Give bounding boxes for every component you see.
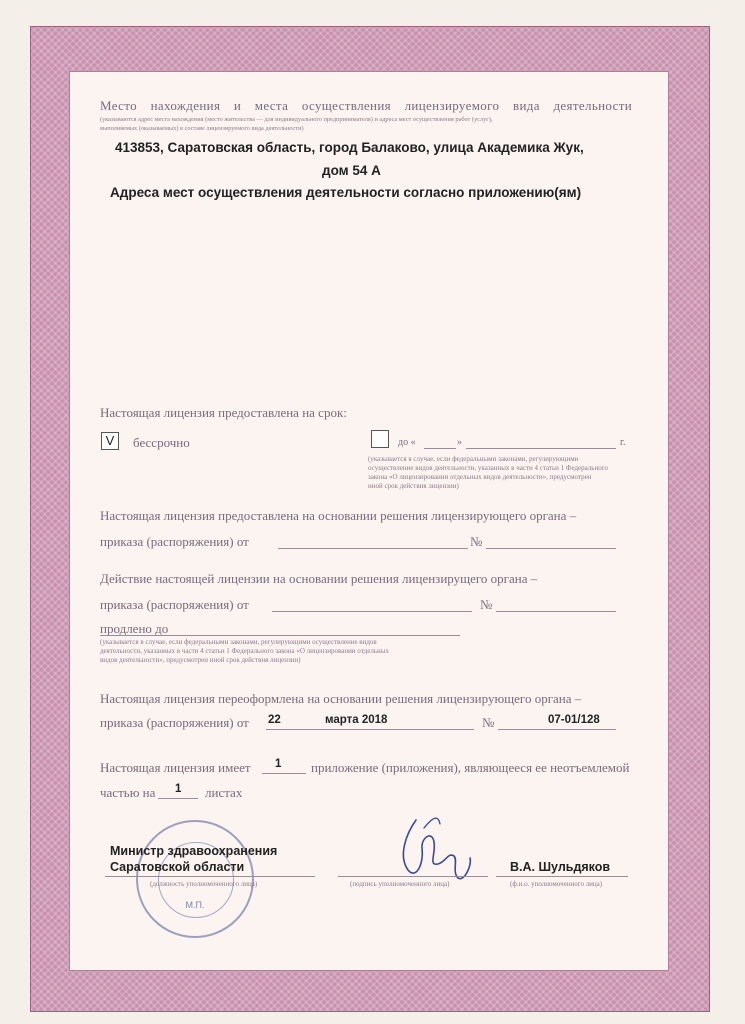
extension-line1: Действие настоящей лицензии на основании решения лицензирущего органа – xyxy=(100,571,538,586)
location-heading: Место нахождения и места осуществления лицензируемого вида деятельности xyxy=(100,98,633,113)
appendix-sheets: 1 xyxy=(175,783,182,795)
extension-number-line xyxy=(496,611,616,612)
reissue-line2: приказа (распоряжения) от xyxy=(100,715,249,730)
extended-to-line xyxy=(100,635,460,636)
position-caption: (должность уполномоченного лица) xyxy=(150,880,258,888)
reissue-day: 22 xyxy=(268,714,281,726)
appendix-addresses: Адреса мест осуществления деятельности согласно приложению(ям) xyxy=(110,185,582,200)
reissue-number-sign: № xyxy=(482,715,495,730)
term-note-line1: (указывается в случае, если федеральными законами, регулирующими xyxy=(368,455,579,463)
reissue-number: 07-01/128 xyxy=(548,714,600,726)
appendix-prefix: Настоящая лицензия имеет xyxy=(100,760,251,775)
basis-number-sign: № xyxy=(470,534,483,549)
basis-date-line xyxy=(278,548,468,549)
basis-number-line xyxy=(486,548,616,549)
reissue-line1: Настоящая лицензия переоформлена на основании решения лицензирующего органа – xyxy=(100,691,582,706)
appendix-sheets-line xyxy=(158,798,198,799)
extension-line2: приказа (распоряжения) от xyxy=(100,597,249,612)
reissue-month-year: марта 2018 xyxy=(325,714,388,726)
address-line2: дом 54 А xyxy=(322,163,381,178)
extension-number-sign: № xyxy=(480,597,493,612)
reissue-number-line xyxy=(498,729,616,730)
perpetual-label: бессрочно xyxy=(133,435,190,450)
signatory-org-line1: Министр здравоохранения xyxy=(110,844,278,858)
term-note-line4: иной срок действия лицензии) xyxy=(368,482,459,490)
term-note-line2: осуществление видов деятельности, указанных в части 4 статьи 1 Федерального xyxy=(368,464,608,472)
perpetual-checkbox[interactable] xyxy=(101,432,119,450)
appendix-part-suffix: листах xyxy=(205,785,243,800)
extension-note-line3: видов деятельности», предусмотрен иной срок действия лицензии) xyxy=(100,656,301,664)
year-suffix: г. xyxy=(620,437,626,448)
perpetual-check-mark: V xyxy=(105,433,115,448)
signature-caption: (подпись уполномоченного лица) xyxy=(350,880,450,888)
until-label: до « xyxy=(398,437,416,448)
position-line xyxy=(105,876,315,877)
address-line1: 413853, Саратовская область, город Балаково, улица Академика Жук, xyxy=(115,140,584,155)
until-close-quote: » xyxy=(457,437,462,448)
signature-line xyxy=(338,876,488,877)
until-month-line xyxy=(466,448,616,449)
extension-date-line xyxy=(272,611,472,612)
location-note-line1: (указываются адрес места нахождения (место жительства — для индивидуального предпринимателя) и адреса мест осуществления работ (услуг), xyxy=(100,116,493,123)
until-day-line xyxy=(424,448,456,449)
name-line xyxy=(496,876,628,877)
term-heading: Настоящая лицензия предоставлена на срок: xyxy=(100,405,347,420)
reissue-date-line xyxy=(266,729,474,730)
term-date-checkbox[interactable] xyxy=(371,430,389,448)
signatory-org-line2: Саратовской области xyxy=(110,860,245,874)
basis-line1: Настоящая лицензия предоставлена на основании решения лицензирующего органа – xyxy=(100,508,577,523)
extended-to-label: продлено до xyxy=(100,621,169,636)
term-note-line3: закона «О лицензировании отдельных видов деятельности», предусмотрен xyxy=(368,473,592,481)
appendix-count: 1 xyxy=(275,758,282,770)
appendix-count-line xyxy=(262,773,306,774)
signatory-name: В.А. Шульдяков xyxy=(510,860,611,874)
basis-line2: приказа (распоряжения) от xyxy=(100,534,249,549)
seal-text: М.П. xyxy=(185,900,205,910)
extension-note-line2: деятельности, указанных в части 4 статьи 1 Федерального закона «О лицензировании отдельных xyxy=(100,647,389,655)
location-note-line2: выполняемых (оказываемых) в составе лицензируемого вида деятельности) xyxy=(100,125,304,132)
appendix-suffix: приложение (приложения), являющееся ее неотъемлемой xyxy=(311,760,630,775)
extension-note-line1: (указывается в случае, если федеральными законами, регулирующими осуществление видов xyxy=(100,638,377,646)
official-seal xyxy=(136,820,254,938)
appendix-part-prefix: частью на xyxy=(100,785,156,800)
name-caption: (ф.и.о. уполномоченного лица) xyxy=(510,880,603,888)
